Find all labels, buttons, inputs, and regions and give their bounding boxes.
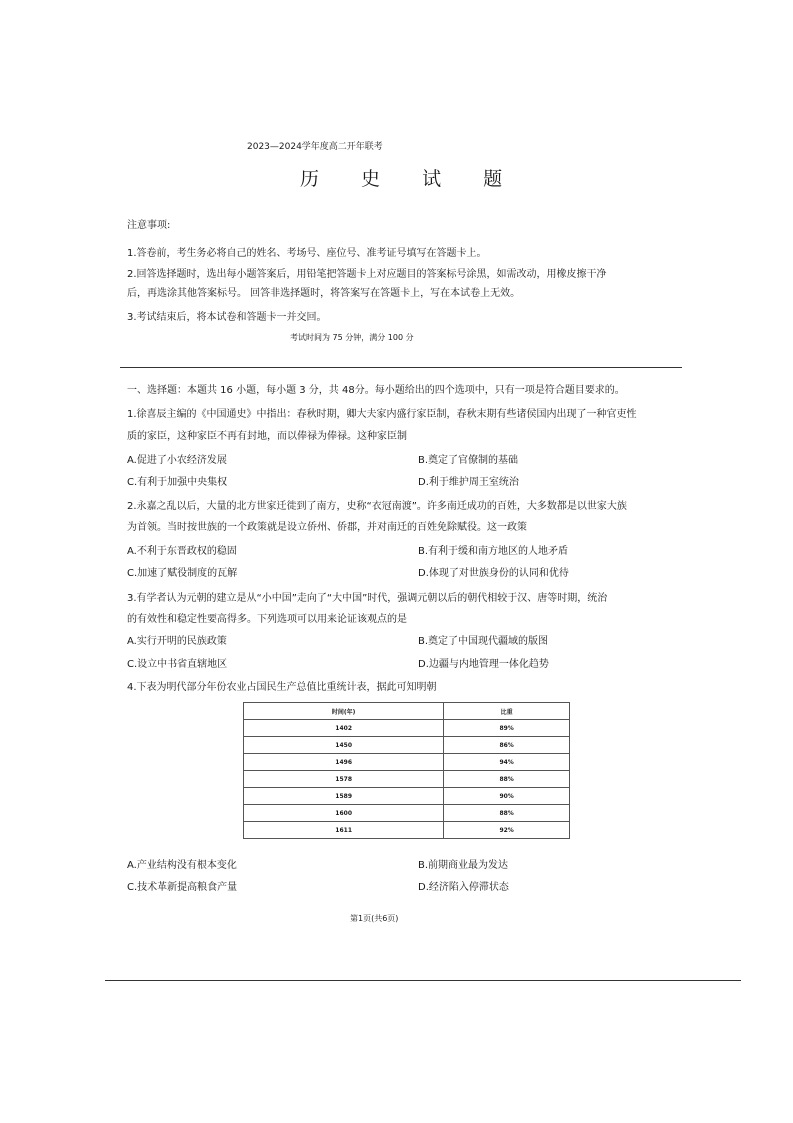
table-cell: 1450: [244, 737, 444, 754]
table-cell: 88%: [444, 805, 570, 822]
question-stem: 4.下表为明代部分年份农业占国民生产总值比重统计表，据此可知明朝: [127, 682, 437, 693]
option-b: B.奠定了官僚制的基础: [418, 455, 519, 466]
question-stem: 1.徐喜辰主编的《中国通史》中指出：春秋时期，卿大夫家内盛行家臣制，春秋末期有些诸侯国内出现了一种官吏性: [127, 409, 637, 420]
option-a: A.不利于东晋政权的稳固: [127, 546, 237, 557]
table-cell: 90%: [444, 788, 570, 805]
table-cell: 1600: [244, 805, 444, 822]
table-cell: 86%: [444, 737, 570, 754]
option-b: B.前期商业最为发达: [418, 860, 509, 871]
page-number: 第1页(共6页): [350, 914, 399, 923]
exam-time-info: 考试时间为 75 分钟，满分 100 分: [290, 333, 414, 342]
note-item: 后，再选涂其他答案标号。 回答非选择题时，将答案写在答题卡上，写在本试卷上无效。: [127, 288, 521, 299]
table-row: [244, 822, 570, 839]
table-cell: 1611: [244, 822, 444, 839]
note-item: 1.答卷前，考生务必将自己的姓名、考场号、座位号、准考证号填写在答题卡上。: [127, 248, 487, 259]
table-cell: 1402: [244, 720, 444, 737]
table-cell: 89%: [444, 720, 570, 737]
exam-name: 2023—2024学年度高二开年联考: [247, 142, 383, 152]
option-d: D.利于维护周王室统治: [418, 477, 519, 488]
section-heading: 一、选择题：本题共 16 小题，每小题 3 分，共 48分。每小题给出的四个选项中，只有一项是符合题目要求的。: [127, 385, 625, 396]
table-cell: 1496: [244, 754, 444, 771]
option-c: C.设立中书省直辖地区: [127, 659, 228, 670]
option-d: D.体现了对世族身份的认同和优待: [418, 568, 569, 579]
option-a: A.实行开明的民族政策: [127, 636, 227, 647]
table-row: [244, 720, 570, 737]
question-stem: 的有效性和稳定性要高得多。下列选项可以用来论证该观点的是: [127, 614, 407, 625]
question-stem: 质的家臣，这种家臣不再有封地，而以俸禄为俸禄。这种家臣制: [127, 431, 407, 442]
question-stem: 3.有学者认为元朝的建立是从“小中国”走向了“大中国”时代，强调元朝以后的朝代相较于汉、唐等时期，统治: [127, 593, 608, 604]
column-header-share: 比重: [444, 703, 570, 720]
statistics-table: [243, 702, 570, 839]
option-b: B.有利于缓和南方地区的人地矛盾: [418, 546, 569, 557]
question-stem: 2.永嘉之乱以后，大量的北方世家迁徙到了南方，史称“衣冠南渡”。许多南迁成功的百姓，大多数都是以世家大族: [127, 501, 627, 512]
table-cell: 1578: [244, 771, 444, 788]
option-c: C.加速了赋役制度的瓦解: [127, 568, 238, 579]
notes-heading: 注意事项:: [127, 220, 171, 231]
option-d: D.边疆与内地管理一体化趋势: [418, 659, 549, 670]
table-cell: 92%: [444, 822, 570, 839]
table-cell: 94%: [444, 754, 570, 771]
option-a: A.促进了小农经济发展: [127, 455, 227, 466]
column-header-year: 时间(年): [244, 703, 444, 720]
table-header-row: [244, 703, 570, 720]
divider: [120, 367, 682, 368]
table-row: [244, 737, 570, 754]
table-row: [244, 788, 570, 805]
option-c: C.技术革新提高粮食产量: [127, 882, 238, 893]
option-d: D.经济陷入停滞状态: [418, 882, 509, 893]
table-row: [244, 805, 570, 822]
note-item: 3.考试结束后，将本试卷和答题卡一并交回。: [127, 312, 327, 323]
note-item: 2.回答选择题时，选出每小题答案后，用铅笔把答题卡上对应题目的答案标号涂黑，如需改动，用橡皮擦干净: [127, 269, 607, 280]
page-bottom-divider: [105, 980, 741, 981]
table-row: [244, 754, 570, 771]
table-cell: 1589: [244, 788, 444, 805]
option-a: A.产业结构没有根本变化: [127, 860, 237, 871]
page-title: 历 史 试 题: [300, 168, 521, 190]
option-b: B.奠定了中国现代疆域的版图: [418, 636, 549, 647]
question-stem: 为首领。当时按世族的一个政策就是设立侨州、侨郡，并对南迁的百姓免除赋役。这一政策: [127, 522, 527, 533]
option-c: C.有利于加强中央集权: [127, 477, 228, 488]
table-cell: 88%: [444, 771, 570, 788]
table-row: [244, 771, 570, 788]
